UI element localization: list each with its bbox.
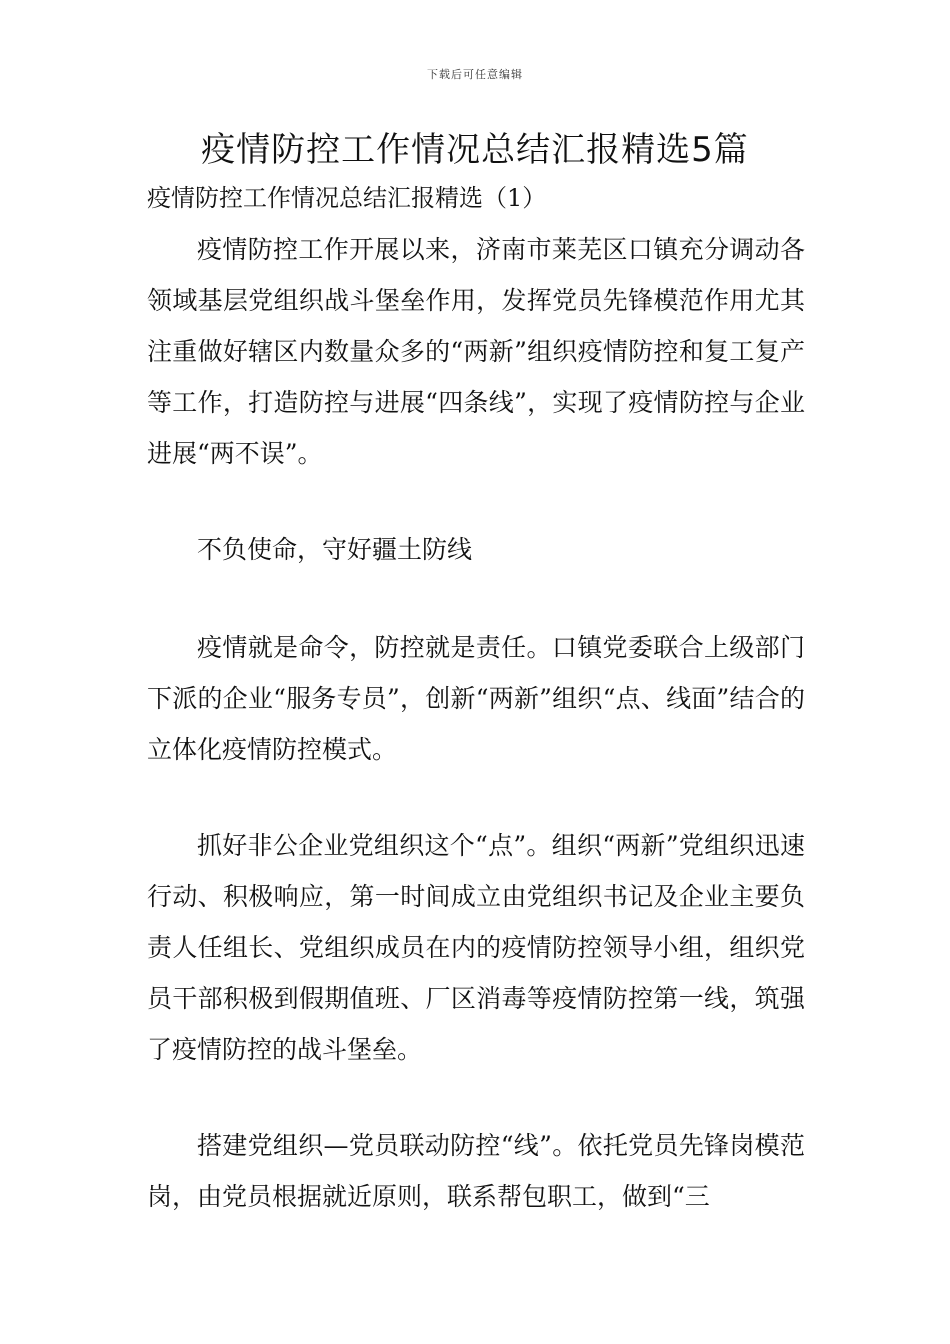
paragraph-command: 疫情就是命令，防控就是责任。口镇党委联合上级部门下派的企业“服务专员”，创新“两新”组织“点、线面”结合的立体化疫情防控模式。	[147, 633, 805, 764]
paragraph-point: 抓好非公企业党组织这个“点”。组织“两新”党组织迅速行动、积极响应，第一时间成立由党组织书记及企业主要负责人任组长、党组织成员在内的疫情防控领导小组，组织党员干部积极到假期值班、厂区消毒等疫情防控第一线，筑强了疫情防控的战斗堡垒。	[147, 831, 805, 1064]
header-note: 下载后可任意编辑	[427, 68, 523, 81]
document-title: 疫情防控工作情况总结汇报精选5篇	[201, 130, 749, 170]
section-title: 疫情防控工作情况总结汇报精选（1）	[147, 184, 547, 212]
paragraph-intro: 疫情防控工作开展以来，济南市莱芜区口镇充分调动各领域基层党组织战斗堡垒作用，发挥党员先锋模范作用尤其注重做好辖区内数量众多的“两新”组织疫情防控和复工复产等工作，打造防控与进展“四条线”，实现了疫情防控与企业进展“两不误”。	[147, 235, 805, 468]
paragraph-subheading: 不负使命，守好疆土防线	[197, 535, 473, 564]
paragraph-line: 搭建党组织—党员联动防控“线”。依托党员先锋岗模范岗，由党员根据就近原则，联系帮包职工，做到“三	[147, 1131, 805, 1211]
